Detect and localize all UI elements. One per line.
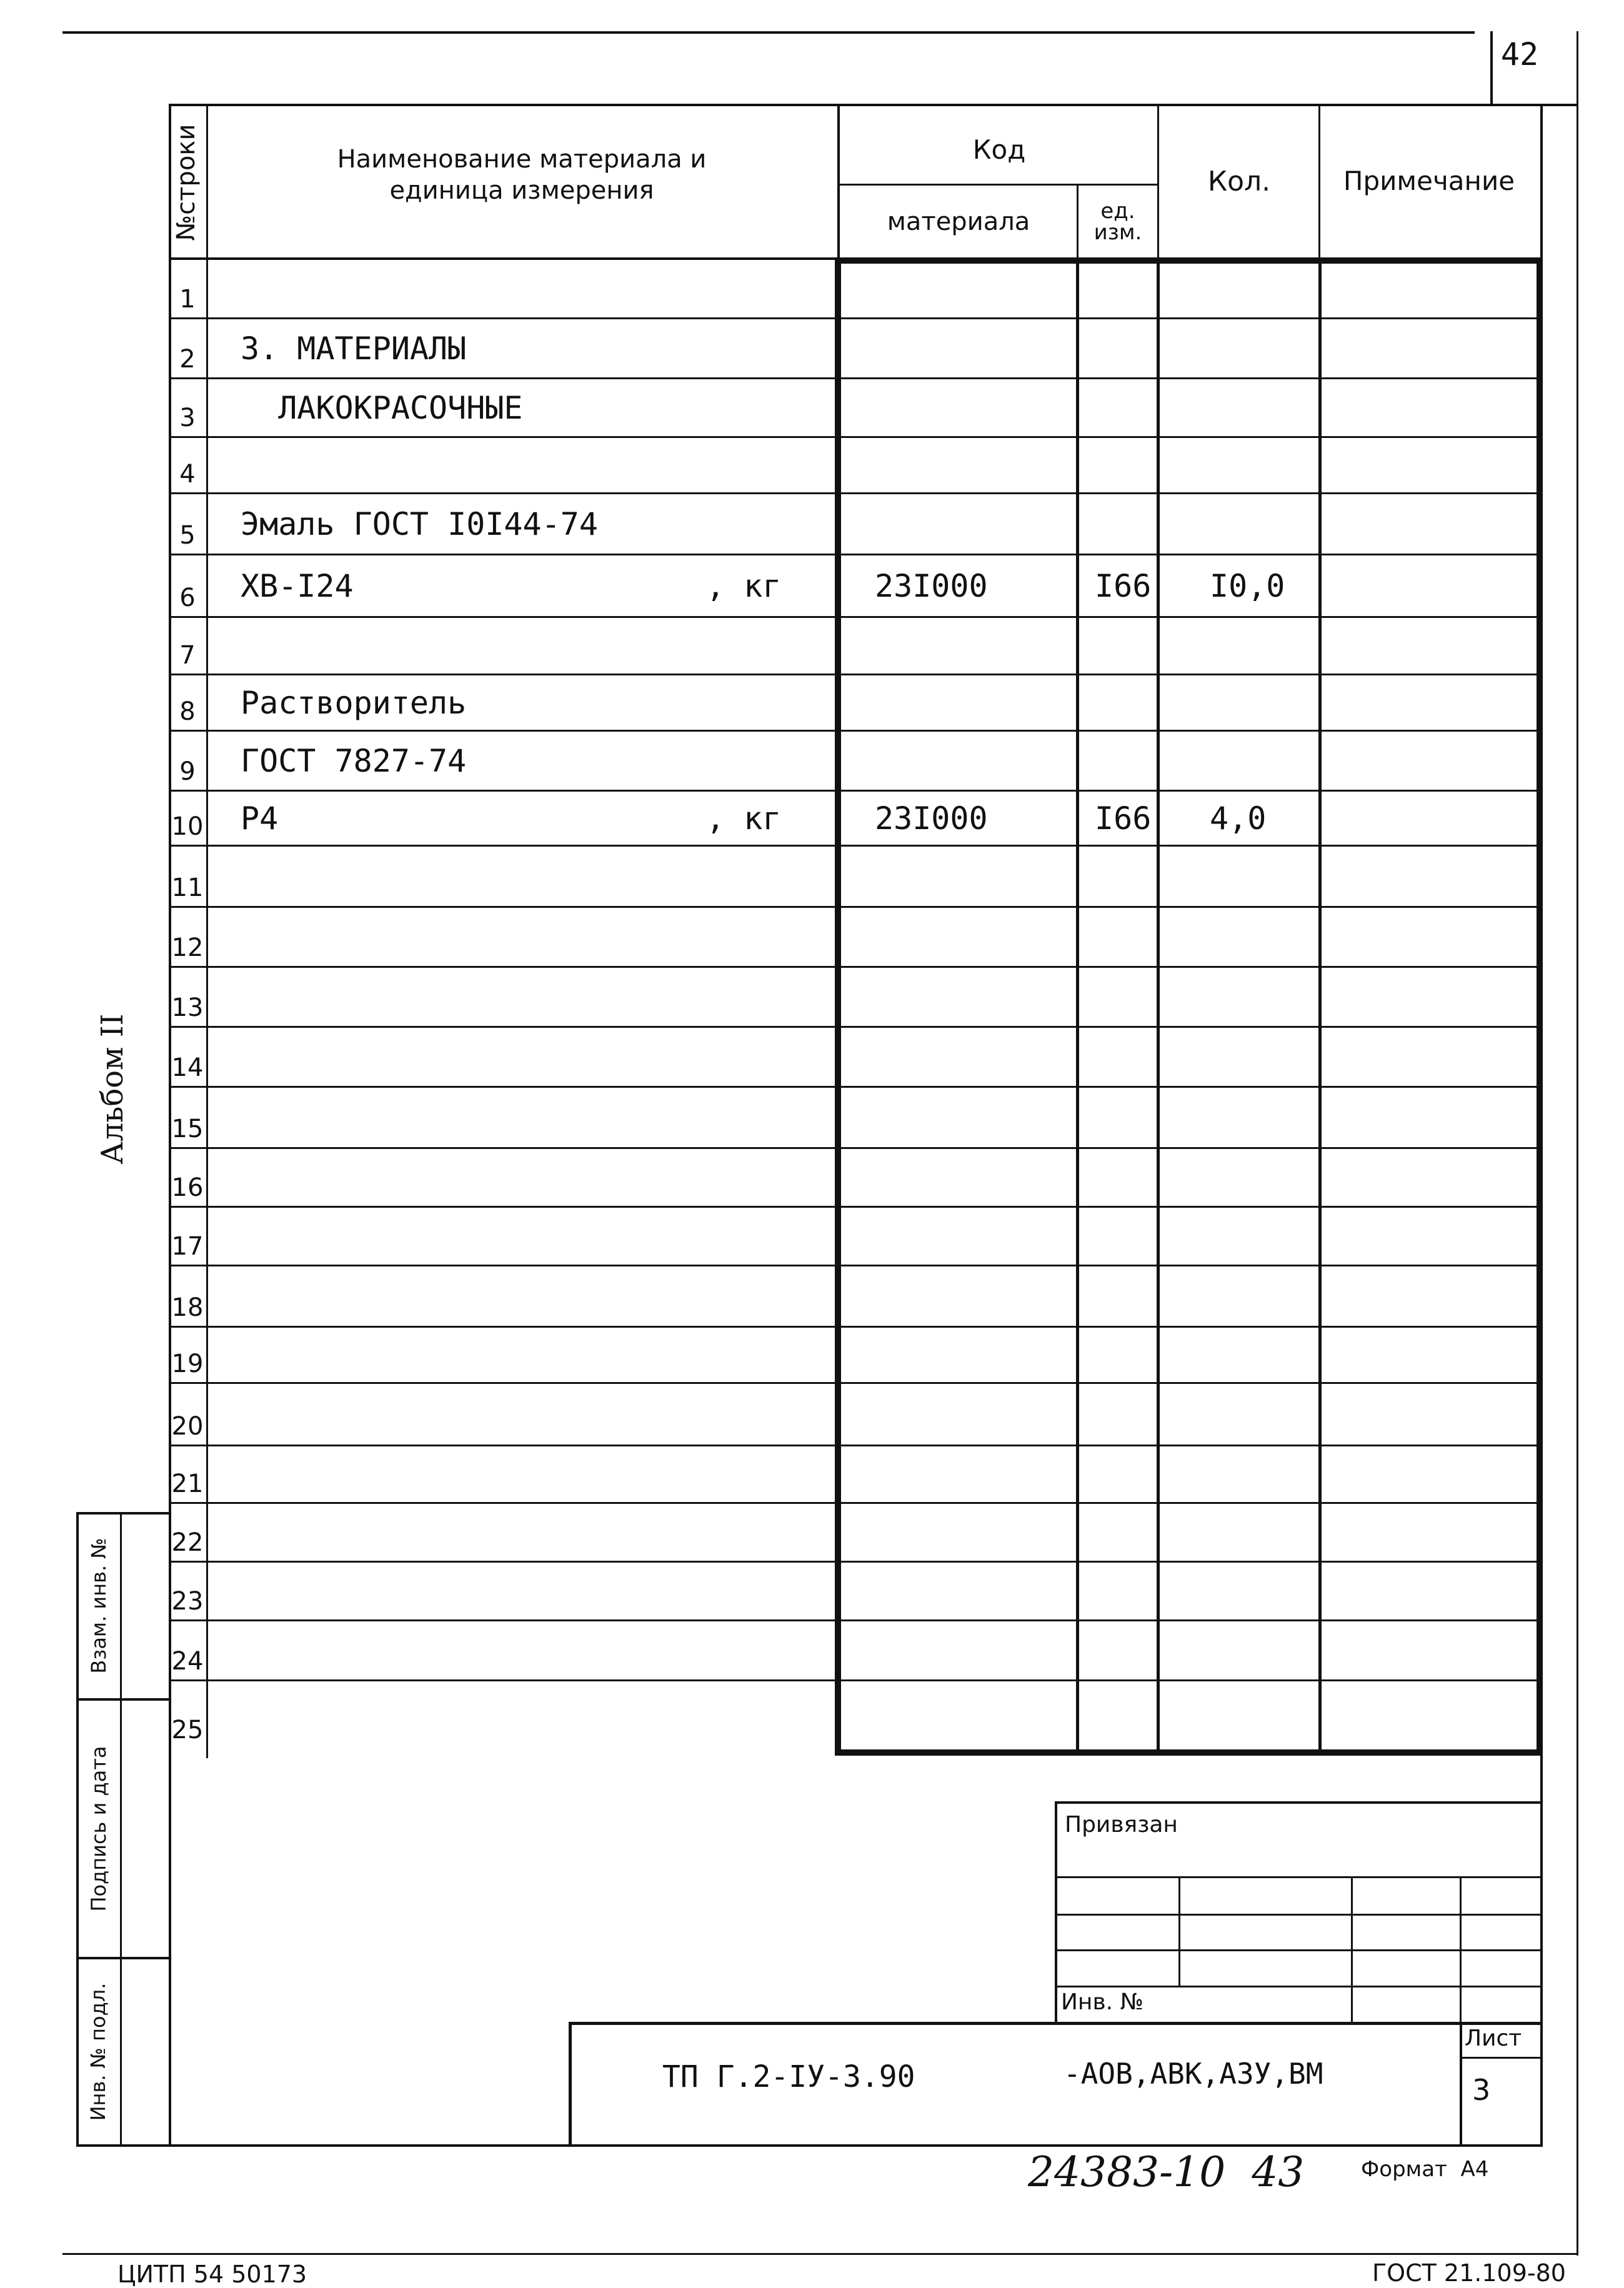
tb-grid-v2: [1351, 1876, 1353, 2022]
row-number: 1: [179, 285, 196, 314]
row-separator: [171, 906, 1541, 908]
stamp-div1: [76, 1698, 170, 1701]
col-note-line: [1318, 260, 1322, 1754]
row-separator: [171, 790, 1541, 792]
sheet-number-top: 42: [1500, 36, 1539, 72]
row-separator: [171, 377, 1541, 379]
tb-grid-h4: [1055, 1986, 1543, 1987]
outer-right-edge: [1577, 31, 1578, 2256]
col-unitcode-line-head: [1077, 184, 1079, 260]
row-number: 16: [171, 1173, 204, 1202]
row-name: Р4: [241, 800, 279, 837]
tb-privyazan-top: [1055, 1801, 1543, 1804]
row-separator: [171, 492, 1541, 494]
row-unit-code: I66: [1095, 568, 1152, 604]
row-name: 3. МАТЕРИАЛЫ: [241, 331, 467, 367]
frame-bottom: [76, 2144, 1543, 2147]
row-separator: [171, 1206, 1541, 1208]
row-number: 17: [171, 1232, 204, 1261]
row-number: 3: [179, 404, 196, 432]
stamp-left: [76, 1512, 79, 2147]
row-name: Растворитель: [241, 685, 467, 721]
row-unit: , кг: [706, 800, 782, 837]
row-separator: [171, 730, 1541, 732]
row-separator: [171, 1445, 1541, 1446]
row-name: ГОСТ 7827-74: [241, 743, 467, 779]
row-material-code: 23I000: [875, 800, 988, 837]
row-separator: [171, 1265, 1541, 1266]
header-row-number: №строки: [172, 124, 201, 241]
frame-top: [169, 104, 1578, 106]
row-number: 6: [179, 584, 196, 612]
col-note-line-head: [1318, 104, 1320, 260]
row-name: ЛАКОКРАСОЧНЫЕ: [241, 390, 523, 426]
header-qty: Кол.: [1207, 165, 1271, 197]
tb-grid-h1: [1055, 1876, 1543, 1878]
tb-grid-h3: [1055, 1949, 1543, 1951]
body-thick-top: [835, 257, 1543, 264]
tb-grid-v1: [1178, 1876, 1180, 1986]
col-qty-line-head: [1157, 104, 1159, 260]
row-separator: [171, 1147, 1541, 1149]
footer-left: ЦИТП 54 50173: [117, 2261, 307, 2288]
row-separator: [171, 1619, 1541, 1621]
row-number: 13: [171, 993, 204, 1022]
sheet-value: 3: [1472, 2073, 1491, 2107]
body-thick-bottom: [835, 1749, 1543, 1756]
row-number: 10: [171, 812, 204, 841]
header-note: Примечание: [1343, 165, 1515, 196]
header-code-material: материала: [887, 207, 1030, 236]
tb-main-top: [569, 2022, 1543, 2025]
tb-grid-v3: [1460, 1876, 1462, 2022]
footer-right: ГОСТ 21.109-80: [1372, 2259, 1566, 2287]
row-number: 22: [171, 1528, 204, 1557]
album-label: Альбом II: [95, 1013, 130, 1165]
stamp-top: [76, 1512, 170, 1515]
format-label: Формат А4: [1361, 2157, 1489, 2182]
row-number: 20: [171, 1412, 204, 1441]
row-separator: [171, 1502, 1541, 1504]
bottom-rule: [62, 2253, 1578, 2255]
col-qty-line: [1157, 260, 1160, 1754]
body-thick-right: [1537, 260, 1543, 1754]
handwritten-inventory-number: 24383-10 43: [1028, 2148, 1305, 2196]
row-qty: 4,0: [1210, 800, 1267, 837]
row-number: 9: [179, 757, 196, 786]
row-unit: , кг: [706, 568, 782, 604]
row-number: 5: [179, 521, 196, 550]
col-rownum-line: [206, 104, 208, 1758]
row-number: 21: [171, 1470, 204, 1498]
header-code: Код: [972, 134, 1026, 165]
inv-no-label: Инв. №: [1061, 1989, 1144, 2015]
row-number: 4: [179, 460, 196, 489]
header-name: Наименование материала и единица измерения: [337, 145, 707, 205]
tb-main-left: [569, 2022, 572, 2147]
row-number: 14: [171, 1053, 204, 1082]
row-unit-code: I66: [1095, 800, 1152, 837]
row-number: 12: [171, 933, 204, 962]
tb-grid-h2: [1055, 1914, 1543, 1916]
row-number: 24: [171, 1647, 204, 1676]
row-separator: [171, 1086, 1541, 1088]
row-number: 8: [179, 697, 196, 726]
row-number: 18: [171, 1293, 204, 1322]
privyazan-label: Привязан: [1065, 1812, 1178, 1838]
tb-privyazan-left: [1055, 1801, 1057, 2022]
sheet-label: Лист: [1465, 2026, 1522, 2051]
body-thick-left: [835, 260, 841, 1754]
row-separator: [171, 966, 1541, 968]
stamp-inv-podl: Инв. № подл.: [86, 1982, 110, 2121]
designation-right: -АОВ,АВК,АЗУ,ВМ: [1064, 2057, 1323, 2091]
row-separator: [171, 1026, 1541, 1028]
row-separator: [171, 1561, 1541, 1563]
code-header-split: [840, 184, 1158, 186]
row-number: 19: [171, 1350, 204, 1378]
row-separator: [171, 674, 1541, 675]
row-number: 11: [171, 873, 204, 902]
row-name: ХВ-I24: [241, 568, 354, 604]
designation-left: ТП Г.2-IУ-3.90: [662, 2059, 915, 2094]
row-separator: [171, 616, 1541, 618]
stamp-vzam-inv: Взам. инв. №: [87, 1538, 111, 1674]
tb-sheet-left: [1460, 2022, 1462, 2147]
row-number: 25: [171, 1716, 204, 1744]
row-number: 7: [179, 641, 196, 670]
row-separator: [171, 1382, 1541, 1384]
row-name: Эмаль ГОСТ I0I44-74: [241, 506, 598, 542]
row-number: 23: [171, 1587, 204, 1616]
row-separator: [171, 436, 1541, 438]
row-separator: [171, 1679, 1541, 1681]
row-qty: I0,0: [1210, 568, 1285, 604]
row-material-code: 23I000: [875, 568, 988, 604]
row-number: 2: [179, 345, 196, 374]
row-separator: [171, 1326, 1541, 1328]
row-separator: [171, 845, 1541, 847]
col-name-line: [837, 104, 840, 260]
sheet-num-box-left: [1490, 31, 1493, 105]
row-separator: [171, 554, 1541, 555]
row-separator: [171, 317, 1541, 319]
header-code-unit: ед. изм.: [1093, 199, 1142, 245]
col-unitcode-line: [1076, 260, 1079, 1754]
top-rule: [62, 31, 1475, 34]
row-number: 15: [171, 1115, 204, 1143]
stamp-podpis-data: Подпись и дата: [87, 1746, 111, 1912]
stamp-mid: [120, 1512, 122, 2147]
tb-sheet-split: [1460, 2057, 1543, 2059]
